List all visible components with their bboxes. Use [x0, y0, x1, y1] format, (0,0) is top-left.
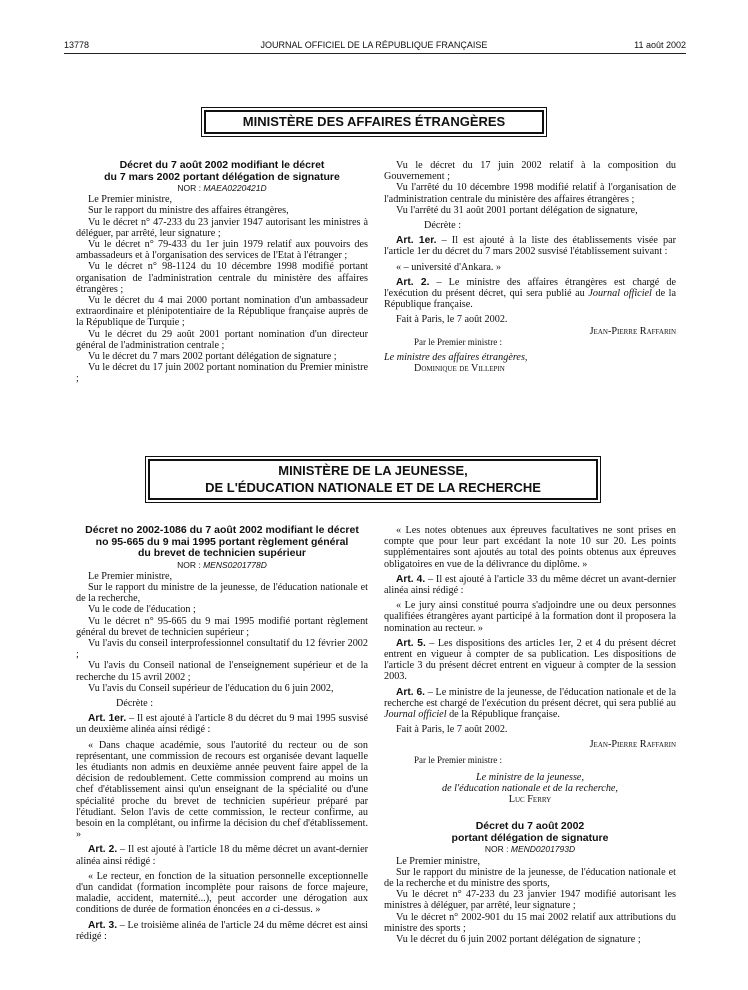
- visa-line: Le Premier ministre,: [88, 570, 173, 582]
- visa-line: Vu le décret du 17 juin 2002 portant nomination du Premier ministre ;: [76, 362, 368, 385]
- decree-bts-right-column: [384, 525, 676, 945]
- decree-affaires-left-column: [76, 160, 368, 385]
- visa-line: Vu le décret du 7 mars 2002 portant délégation de signature ;: [88, 351, 337, 363]
- visa-line: Vu le décret du 6 juin 2002 portant délégation de signature ;: [396, 934, 641, 946]
- done-at: Fait à Paris, le 7 août 2002.: [396, 314, 508, 326]
- page-number: 13778: [64, 40, 90, 50]
- decree-title: Décret no 2002-1086 du 7 août 2002 modifiant le décret no 95-665 du 9 mai 1995 portant règlement général du brevet de technicien supérieur: [85, 524, 359, 559]
- article-2-quote: « Le recteur, en fonction de la situation personnelle exceptionnelle d'un candidat (formation incomplète pour raisons de force majeure, maladie, accident, maternité...), peut accorder une dérogation aux conditions de durée de formation énoncées en a ci-dessus. »: [76, 870, 368, 916]
- par-le-premier-ministre: Par le Premier ministre :: [414, 754, 502, 765]
- nor-reference: NOR : MEND0201793D: [484, 844, 576, 855]
- ministry-title-line2: DE L'ÉDUCATION NATIONALE ET DE LA RECHERCHE: [205, 480, 541, 495]
- nor-reference: NOR : MENS0201778D: [177, 559, 267, 570]
- article-4-quote: « Le jury ainsi constitué pourra s'adjoindre une ou deux personnes qualifiées étrangères ayant participé à la formation dont il proposera la nomination au recteur. »: [384, 600, 676, 634]
- ministry-title: MINISTÈRE DES AFFAIRES ÉTRANGÈRES: [242, 114, 506, 129]
- visa-line: Vu l'arrêté du 10 décembre 1998 modifié relatif à l'organisation de l'administration centrale du ministère des affaires étrangères ;: [384, 182, 676, 205]
- ministry-title-line1: MINISTÈRE DE LA JEUNESSE,: [278, 463, 468, 478]
- visa-line: Vu le décret du 17 juin 2002 relatif à la composition du Gouvernement ;: [384, 160, 676, 183]
- done-at: Fait à Paris, le 7 août 2002.: [396, 724, 508, 736]
- visa-line: Le Premier ministre,: [396, 855, 481, 867]
- nor-reference: NOR : MAEA0220421D: [177, 183, 267, 193]
- minister-name: Dominique de Villepin: [414, 363, 505, 375]
- article-2: Art. 2. – Il est ajouté à l'article 18 du même décret un avant-dernier alinéa ainsi rédigé :: [76, 844, 368, 867]
- visa-line: Vu l'avis du Conseil national de l'enseignement supérieur et de la recherche du 15 avril 2002 ;: [76, 660, 368, 683]
- issue-date: 11 août 2002: [634, 40, 686, 50]
- visa-line: Vu l'arrêté du 31 août 2001 portant délégation de signature,: [396, 204, 638, 216]
- visa-line: Vu le décret n° 98-1124 du 10 décembre 1998 modifié portant organisation de l'administration centrale du ministère des affaires étrangères ;: [76, 261, 368, 295]
- visa-line: Vu l'avis du conseil interprofessionnel consultatif du 12 février 2002 ;: [76, 637, 368, 661]
- visa-line: Vu le décret du 29 août 2001 portant nomination d'un directeur général de l'administration centrale ;: [76, 328, 368, 351]
- minister-role: Le ministre des affaires étrangères,: [384, 352, 528, 364]
- article-1: Art. 1er. – Il est ajouté à la liste des établissements visée par l'article 1er du décret du 7 mars 2002 susvisé l'établissement suivant :: [384, 235, 676, 258]
- article-6: Art. 6. – Le ministre de la jeunesse, de l'éducation nationale et de la recherche est chargé de l'exécution du présent décret, qui sera publié au Journal officiel de la République française.: [384, 686, 677, 721]
- visa-line: Sur le rapport du ministre des affaires étrangères,: [88, 205, 289, 217]
- article-5: Art. 5. – Les dispositions des articles 1er, 2 et 4 du présent décret entrent en vigueur à compter de sa publication. Les dispositions de l'article 3 du présent décret entrent en vigueur à compter de la session 2003.: [384, 637, 677, 683]
- decree2-title: Décret du 7 août 2002 portant délégation de signature: [451, 820, 609, 844]
- ministry-jeunesse-box: [148, 459, 598, 500]
- minister-role-line1: Le ministre de la jeunesse,: [476, 771, 584, 783]
- visa-line: Le Premier ministre,: [88, 194, 173, 206]
- signer-name: Jean-Pierre Raffarin: [589, 325, 676, 337]
- signer-name: Jean-Pierre Raffarin: [589, 739, 676, 751]
- decree-bts-left-column: [76, 525, 368, 942]
- visa-line: Sur le rapport du ministre de la jeunesse, de l'éducation nationale et de la recherche et du ministre des sports,: [384, 866, 676, 890]
- visa-line: Sur le rapport du ministre de la jeunesse, de l'éducation nationale et de la recherche,: [76, 581, 368, 605]
- decrete-label: Décrète :: [116, 697, 154, 709]
- visa-line: Vu le décret n° 79-433 du 1er juin 1979 relatif aux pouvoirs des ambassadeurs et à l'organisation des services de l'Etat à l'étranger ;: [76, 239, 368, 262]
- visa-line: Vu le décret n° 47-233 du 23 janvier 1947 autorisant les ministres à déléguer, par arrêté, leur signature ;: [76, 216, 368, 239]
- decree-title: Décret du 7 août 2002 modifiant le décret du 7 mars 2002 portant délégation de signature: [104, 159, 340, 183]
- minister-name: Luc Ferry: [508, 794, 552, 806]
- decrete-label: Décrète :: [424, 220, 462, 232]
- visa-line: Vu le code de l'éducation ;: [88, 604, 196, 616]
- visa-line: Vu le décret du 4 mai 2000 portant nomination d'un ambassadeur extraordinaire et plénipotentiaire de la République française auprès de la République de Turquie ;: [76, 295, 368, 329]
- article-4: Art. 4. – Il est ajouté à l'article 33 du même décret un avant-dernier alinéa ainsi rédigé :: [384, 573, 676, 597]
- article-1-quote: « – université d'Ankara. »: [396, 261, 502, 273]
- visa-line: Vu le décret n° 2002-901 du 15 mai 2002 relatif aux attributions du ministre des sports ;: [384, 911, 676, 934]
- visa-line: Vu le décret n° 47-233 du 23 janvier 1947 modifié autorisant les ministres à déléguer, par arrêté, leur signature ;: [384, 889, 676, 912]
- article-2: Art. 2. – Le ministre des affaires étrangères est chargé de l'exécution du présent décret, qui sera publié au Journal officiel de la République française.: [384, 276, 677, 311]
- decree-affaires-right-column: [384, 160, 676, 374]
- article-3: Art. 3. – Le troisième alinéa de l'article 24 du même décret est ainsi rédigé :: [76, 919, 368, 942]
- header-rule: [64, 53, 686, 54]
- article-3-quote: « Les notes obtenues aux épreuves facultatives ne sont prises en compte que pour leur part excédant la note 10 sur 20. Les points supplémentaires sont ajoutés au total des points obtenus aux épreuves obligatoires en vue de la délivrance du diplôme. »: [384, 525, 676, 570]
- journal-title: JOURNAL OFFICIEL DE LA RÉPUBLIQUE FRANÇAISE: [260, 40, 488, 50]
- visa-line: Vu le décret n° 95-665 du 9 mai 1995 modifié portant règlement général du brevet de technicien supérieur ;: [76, 615, 368, 638]
- minister-role-line2: de l'éducation nationale et de la recherche,: [442, 783, 618, 795]
- par-le-premier-ministre: Par le Premier ministre :: [414, 336, 502, 347]
- article-1: Art. 1er. – Il est ajouté à l'article 8 du décret du 9 mai 1995 susvisé un deuxième alinéa ainsi rédigé :: [76, 713, 368, 736]
- ministry-affaires-etrangeres-box: [204, 110, 544, 134]
- article-1-quote: « Dans chaque académie, sous l'autorité du recteur ou de son représentant, une commission de recours est organisée devant laquelle les étudiants non admis en deuxième année peuvent faire appel de la décision de redoublement. Cette commission comprend au moins un chef d'établissement ainsi qu'un enseignant de la spécialité ou d'une spécialité proche du brevet de technicien supérieur préparé par l'étudiant. Selon l'avis de cette commission, le recteur confirme, au besoin en la complétant, ou infirme la décision du chef d'établissement. »: [76, 739, 368, 841]
- visa-line: Vu l'avis du Conseil supérieur de l'éducation du 6 juin 2002,: [88, 682, 334, 694]
